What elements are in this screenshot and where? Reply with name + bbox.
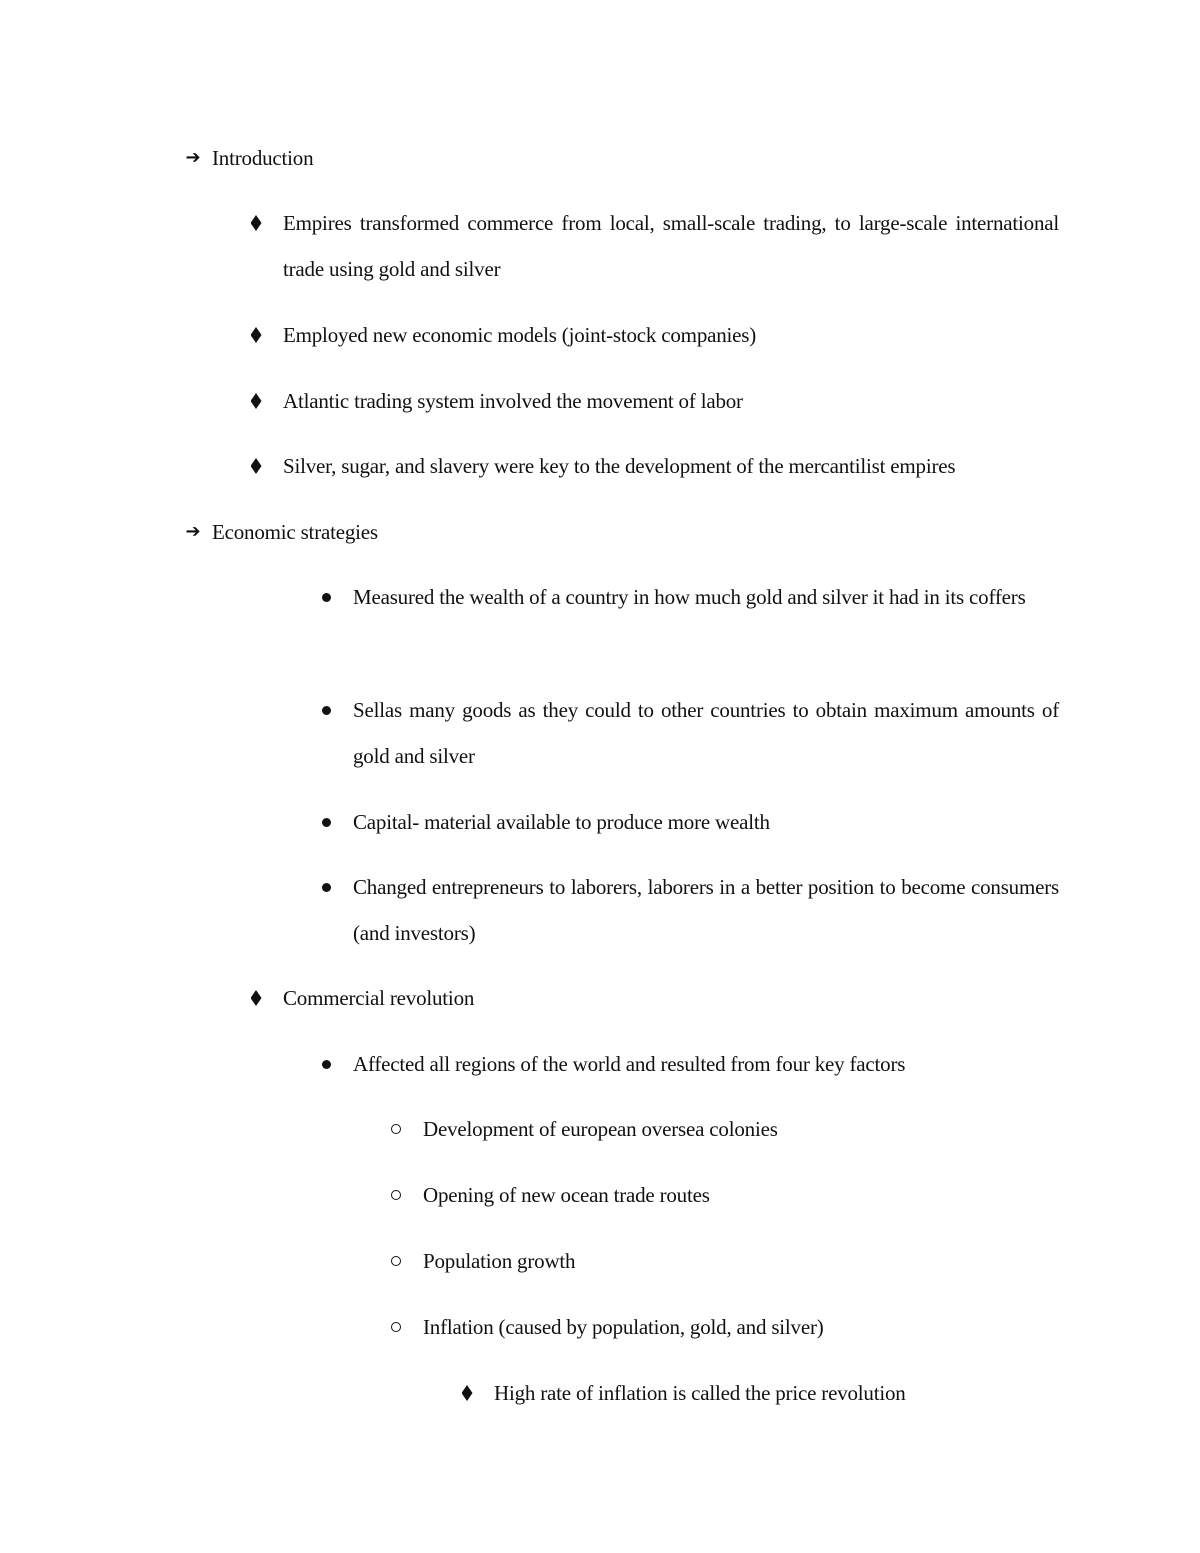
- list-item: [353, 687, 1059, 779]
- hollow-circle-bullet-icon: [381, 1304, 411, 1350]
- list-item-text: Empires transformed commerce from local, small-scale trading, to large-scale international trade using gold and silver: [283, 211, 1059, 281]
- list-item: [494, 1370, 1059, 1416]
- hollow-circle-bullet-icon: [381, 1106, 411, 1152]
- heading-economic-strategies: [185, 509, 378, 555]
- list-item-text: Silver, sugar, and slavery were key to the development of the mercantilist empires: [283, 454, 956, 478]
- list-item-text: Employed new economic models (joint-stock companies): [283, 323, 757, 347]
- filled-circle-bullet-icon: [311, 687, 341, 733]
- list-item: [423, 1304, 1059, 1350]
- diamond-bullet-icon: [241, 200, 271, 246]
- list-item: [283, 378, 1059, 424]
- arrow-right-icon: ➔: [185, 147, 201, 168]
- list-item: [353, 864, 1059, 956]
- arrow-right-icon: ➔: [185, 521, 201, 542]
- list-item: [423, 1238, 1059, 1284]
- filled-circle-bullet-icon: [311, 1041, 341, 1087]
- filled-circle-bullet-icon: [311, 864, 341, 910]
- list-item-text: Changed entrepreneurs to laborers, laborers in a better position to become consumers (and investors): [353, 875, 1059, 945]
- heading-commercial-revolution: [283, 975, 1059, 1021]
- heading-text: Economic strategies: [212, 520, 378, 544]
- heading-introduction: [185, 135, 314, 181]
- diamond-bullet-icon: [241, 975, 271, 1021]
- hollow-circle-bullet-icon: [381, 1238, 411, 1284]
- list-item: [353, 574, 1059, 620]
- list-item-text: Sellas many goods as they could to other countries to obtain maximum amounts of gold and silver: [353, 698, 1059, 768]
- diamond-bullet-icon: [452, 1370, 482, 1416]
- diamond-bullet-icon: [241, 378, 271, 424]
- list-item-text: Capital- material available to produce more wealth: [353, 810, 770, 834]
- filled-circle-bullet-icon: [311, 574, 341, 620]
- filled-circle-bullet-icon: [311, 799, 341, 845]
- list-item-text: Inflation (caused by population, gold, and silver): [423, 1315, 824, 1339]
- list-item: [423, 1172, 1059, 1218]
- diamond-bullet-icon: [241, 443, 271, 489]
- list-item-text: Measured the wealth of a country in how much gold and silver it had in its coffers: [353, 585, 1026, 609]
- heading-text: Introduction: [212, 146, 314, 170]
- list-item-text: High rate of inflation is called the price revolution: [494, 1381, 906, 1405]
- list-item-text: Development of european oversea colonies: [423, 1117, 778, 1141]
- list-item: [283, 312, 1059, 358]
- list-item: [283, 200, 1059, 292]
- list-item: [353, 1041, 1059, 1087]
- list-item-text: Atlantic trading system involved the movement of labor: [283, 389, 743, 413]
- list-item: [353, 799, 1059, 845]
- hollow-circle-bullet-icon: [381, 1172, 411, 1218]
- list-item-text: Opening of new ocean trade routes: [423, 1183, 710, 1207]
- list-item: [283, 443, 1059, 489]
- list-item-text: Population growth: [423, 1249, 576, 1273]
- diamond-bullet-icon: [241, 312, 271, 358]
- list-item-text: Affected all regions of the world and resulted from four key factors: [353, 1052, 906, 1076]
- list-item: [423, 1106, 1059, 1152]
- list-item-text: Commercial revolution: [283, 986, 475, 1010]
